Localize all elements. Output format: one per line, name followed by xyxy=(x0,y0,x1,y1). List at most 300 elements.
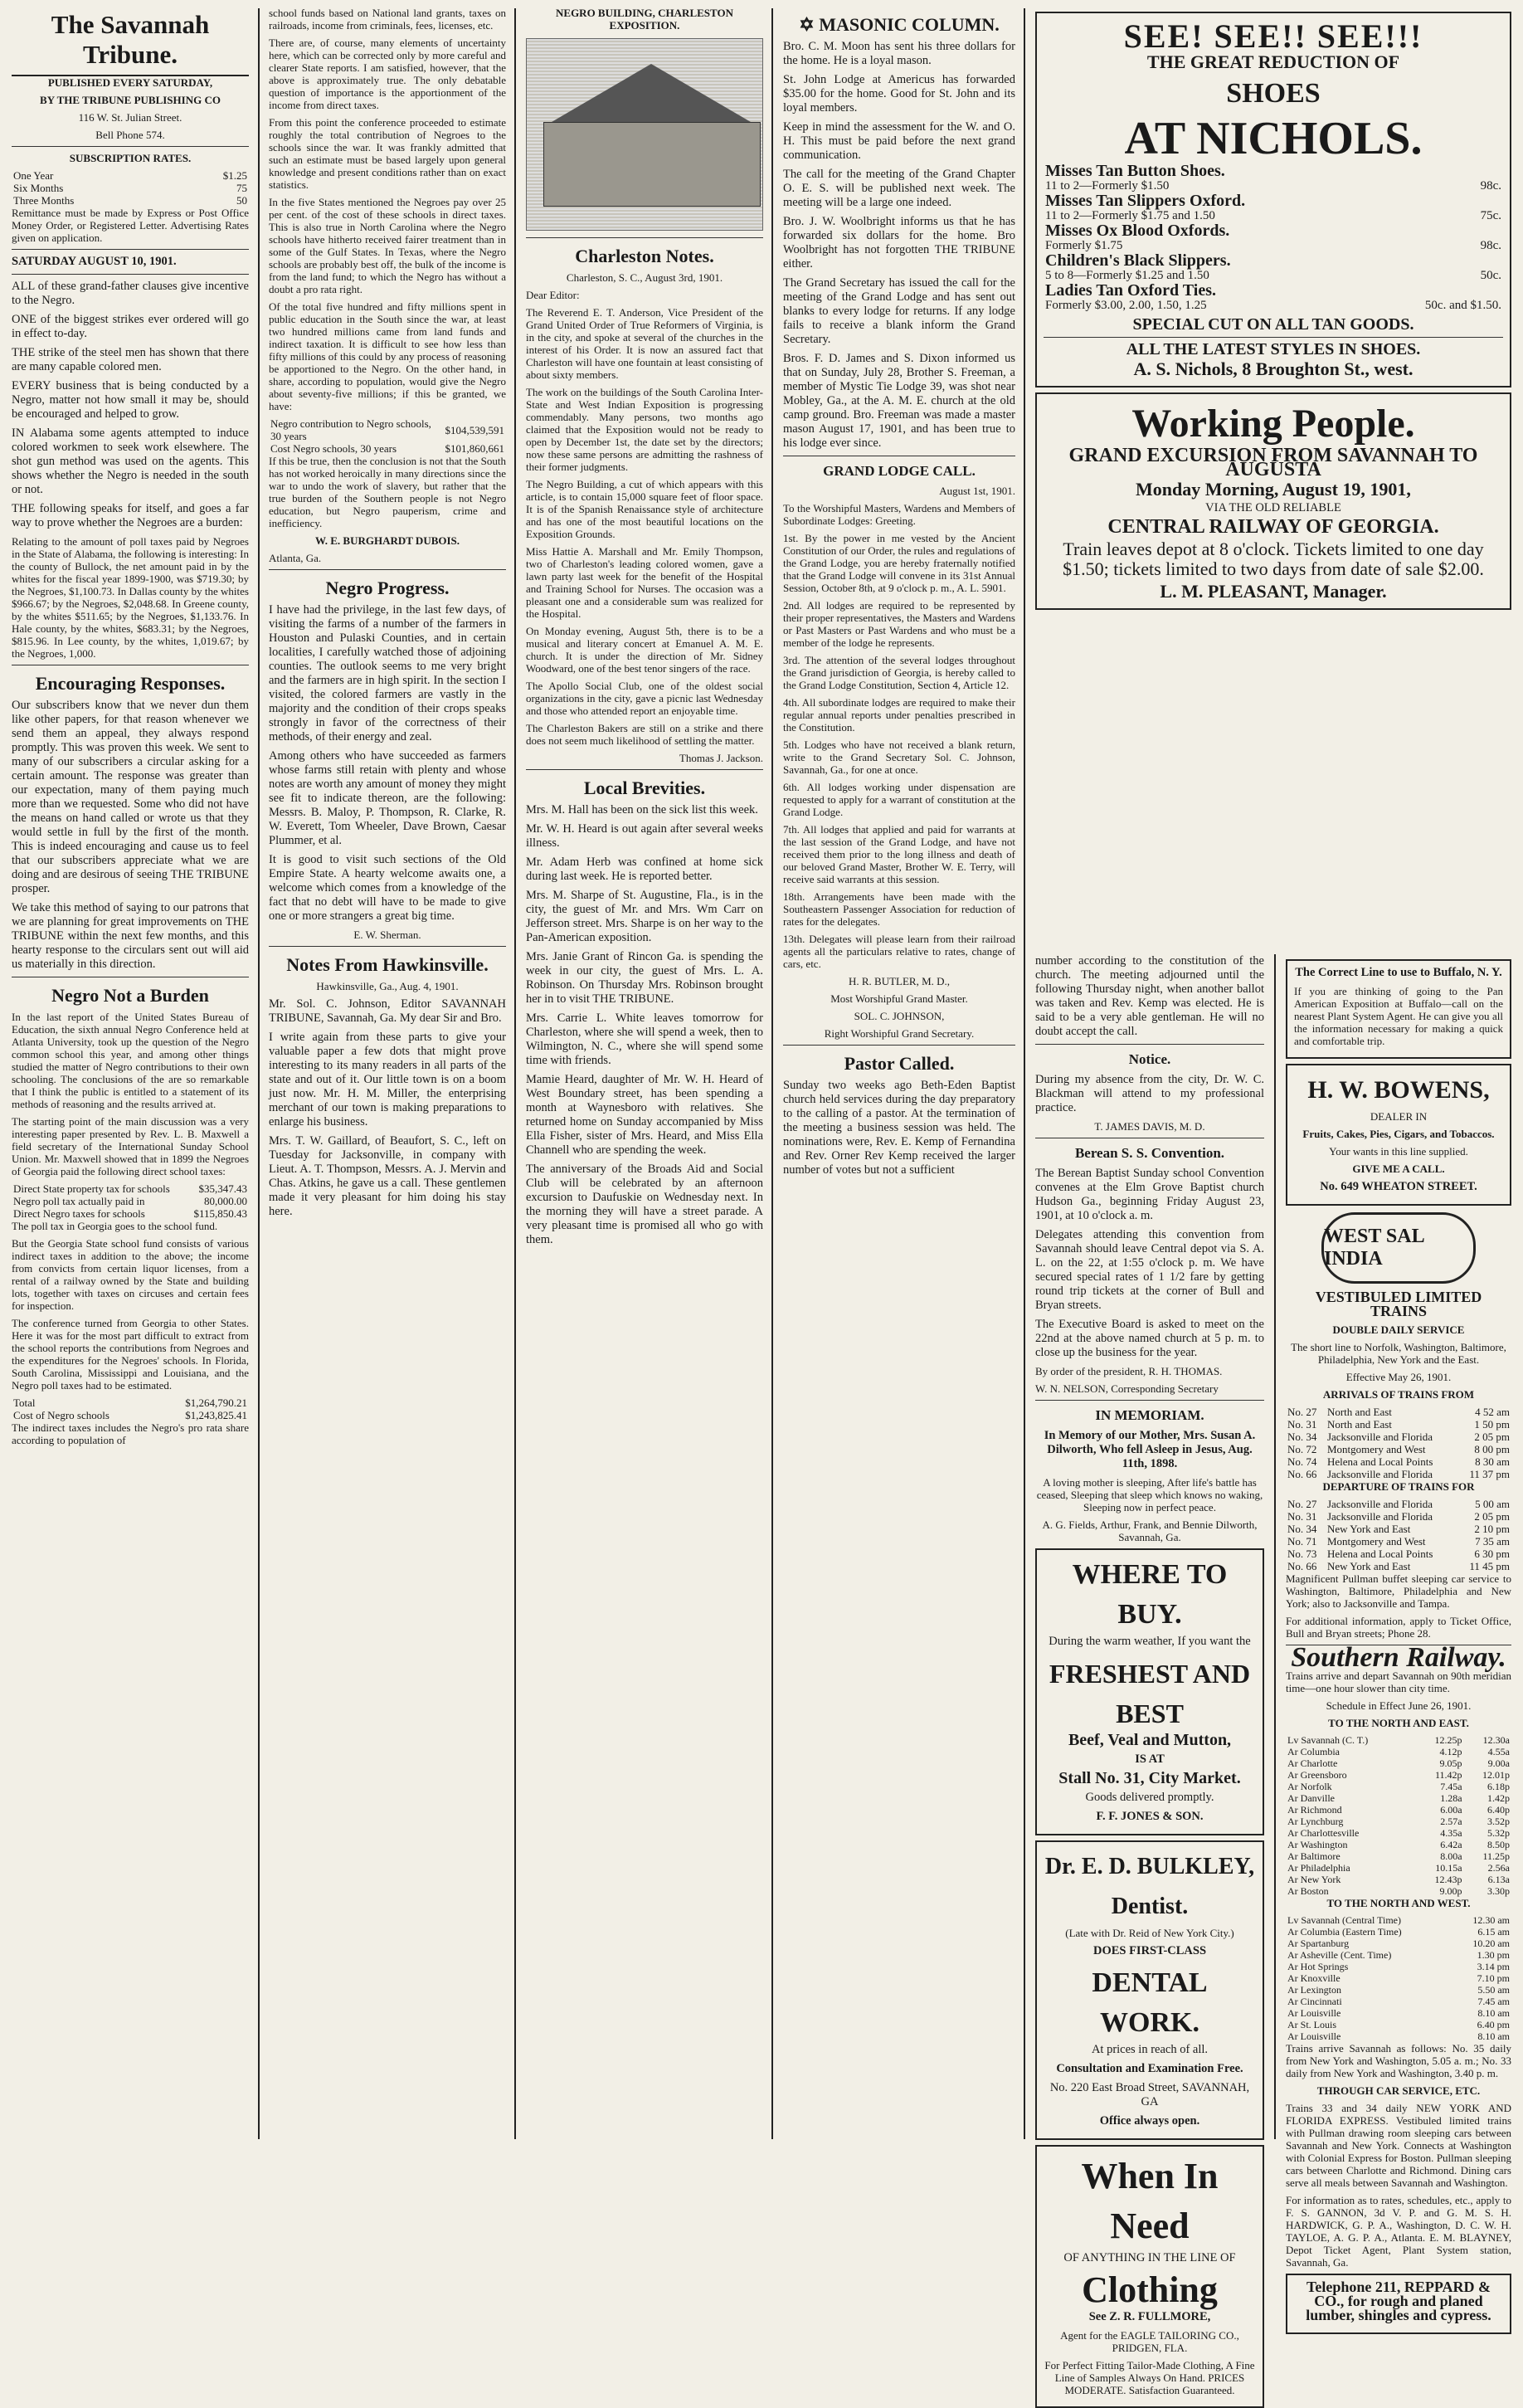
picture-caption: NEGRO BUILDING, CHARLESTON EXPOSITION. xyxy=(556,7,733,32)
article-paragraph: The Apollo Social Club, one of the oldest social organizations in the city, gave a picnic last Wednesday and those who attended report an enjoyable time. xyxy=(526,680,763,717)
train-time: 7 35 am xyxy=(1475,1535,1510,1548)
column-rule xyxy=(258,8,260,2139)
ad-dentist-name: Dr. E. D. BULKLEY, Dentist. xyxy=(1044,1854,1255,1919)
editorial-paragraph: THE strike of the steel men has shown that there are many capable colored men. xyxy=(12,346,249,373)
ad-double: DOUBLE DAILY SERVICE xyxy=(1332,1323,1465,1336)
shoe-item xyxy=(1044,193,1503,208)
time-b: 8.50p xyxy=(1487,1839,1510,1850)
train-place: New York and East xyxy=(1326,1523,1411,1535)
ad-nichols xyxy=(1035,12,1511,388)
northwest-row xyxy=(1286,2019,1511,2030)
time-b: 6.18p xyxy=(1487,1781,1510,1792)
train-place: Montgomery and West xyxy=(1326,1443,1426,1455)
tax-row xyxy=(12,1207,249,1220)
rate-value: 75 xyxy=(236,182,247,194)
shoe-name: Misses Tan Button Shoes. xyxy=(1045,162,1225,180)
train-time: 8 00 pm xyxy=(1474,1443,1510,1455)
north-table xyxy=(1286,1734,1511,1897)
ad-train: Train leaves depot at 8 o'clock. Tickets limited to one day $1.50; tickets limited to two days from date of sale $2.00. xyxy=(1063,539,1484,579)
time-a: 7.10 pm xyxy=(1477,1972,1510,1984)
footnote: The indirect taxes includes the Negro's pro rata share according to population of xyxy=(12,1421,249,1446)
station: Ar Boston xyxy=(1287,1885,1329,1897)
time-b: 3.52p xyxy=(1487,1816,1510,1827)
article-paragraph: If this be true, then the conclusion is not that the South has not worked heroically in many directions since the war to undo the work of slavery, but rather that the true burden of the Southern people is not Negro education, but Negro pauperism, crime and inefficiency. xyxy=(269,455,506,529)
masonic-paragraph: The Grand Secretary has issued the call for the meeting of the Grand Lodge and has sent out blanks to every lodge for returns. If any lodge fails to receive a blank inform the Grand Secretary. xyxy=(783,276,1015,346)
signature: W. E. BURGHARDT DUBOIS. xyxy=(314,534,460,547)
column-2 xyxy=(260,7,514,2141)
ad-telephone: Telephone 211, REPPARD & CO., for rough and planed lumber, shingles and cypress. xyxy=(1306,2279,1491,2323)
north-row xyxy=(1286,1757,1511,1769)
ad-info: For additional information, apply to Ticket Office, Bull and Bryan streets; Phone 28. xyxy=(1286,1615,1511,1640)
station: Ar Knoxville xyxy=(1287,1972,1341,1984)
ad-plant-system xyxy=(1286,959,1511,1059)
ad-southern xyxy=(1286,1642,1511,2269)
ad-through-title: THROUGH CAR SERVICE, ETC. xyxy=(1316,2084,1481,2097)
ad-via: VIA THE OLD RELIABLE xyxy=(1205,501,1341,514)
article-paragraph: In the last report of the United States Bureau of Education, the sixth annual Negro Conference held at Atlanta University, took up the question of the Negro common school this year, and among other things studied the matter of Negro contributions to their own schooling. The conclusions of the are so remarkable that I think the public is entitled to a statement of its methods of reasoning and the results arrived at. xyxy=(12,1011,249,1110)
train-no: No. 71 xyxy=(1287,1535,1317,1548)
train-time: 5 00 am xyxy=(1475,1498,1510,1510)
northwest-row xyxy=(1286,1949,1511,1961)
ad-dentist xyxy=(1035,1840,1264,2140)
northwest-row xyxy=(1286,1914,1511,1926)
masthead: The Savannah Tribune. xyxy=(12,7,249,76)
article-paragraph: Of the total five hundred and fifty millions spent in public education in the South since the war, at least two hundred millions came from land funds and indirect taxation. It is difficult to see how less than fifty millions of this could by any process of reasoning be apportioned to the Negro. On the other hand, in share, according to population, would give the Negro about seventy-five millions; if this be granted, we have: xyxy=(269,300,506,412)
northwest-row xyxy=(1286,1996,1511,2007)
headline-berean: Berean S. S. Convention. xyxy=(1074,1145,1225,1161)
article-paragraph: Mrs. T. W. Gaillard, of Beaufort, S. C., left on Tuesday for Jacksonville, in company with Lieut. A. T. Thompson, Messrs. A. J. Mervin and Chas. Atkins, he gave us a call. These gentlemen made it very pleasant for him doing his stay here. xyxy=(269,1134,506,1218)
north-row xyxy=(1286,1874,1511,1885)
masonic-paragraph: Keep in mind the assessment for the W. and O. H. This must be paid before the next grand communication. xyxy=(783,120,1015,162)
article-paragraph: I write again from these parts to give your valuable paper a few dots that might prove interesting to its many readers in all parts of the state and out of it. Our little town is on a boom just now. Mr. H. M. Miller, the enterprising merchant of our town is making preparations to enlarge his business. xyxy=(269,1031,506,1128)
shoe-name: Misses Tan Slippers Oxford. xyxy=(1045,192,1246,210)
rate-value: 50 xyxy=(236,194,247,207)
rate-row xyxy=(12,182,249,194)
dateline: Hawkinsville, Ga., Aug. 4, 1901. xyxy=(316,980,459,992)
publisher-name: BY THE TRIBUNE PUBLISHING CO xyxy=(40,94,221,106)
shoe-item xyxy=(1044,283,1503,298)
lodge-paragraph: 7th. All lodges that applied and paid for warrants at the last session of the Grand Lodge, and have not received them prior to the long illness and death of our beloved Grand Master, Brother W. E. Terry, will receive said warrants at this session. xyxy=(783,823,1015,885)
masonic-title: MASONIC COLUMN. xyxy=(819,14,1000,35)
north-row xyxy=(1286,1850,1511,1862)
station: Ar Washington xyxy=(1287,1839,1348,1850)
train-place: Jacksonville and Florida xyxy=(1326,1431,1433,1443)
ad-dentist-prices: At prices in reach of all. xyxy=(1091,2043,1209,2056)
ad-need-sub: OF ANYTHING IN THE LINE OF xyxy=(1063,2251,1236,2264)
headline-progress: Negro Progress. xyxy=(325,578,450,598)
headline-burden: Negro Not a Burden xyxy=(51,985,209,1006)
editorial-paragraph: ONE of the biggest strikes ever ordered will go in effect to-day. xyxy=(12,313,249,340)
north-row xyxy=(1286,1781,1511,1792)
station: Ar Cincinnati xyxy=(1287,1996,1342,2007)
ad-agents: For information as to rates, schedules, etc., apply to F. S. GANNON, 3d V. P. and G. M. S. H. HARDWICK, G. P. A., Washington, D. C. W. H. TAYLOE, A. G. P. A., Atlanta. E. M. BLAYNEY, Depot Ticket Agent, Plant System station, Savannah, Ga. xyxy=(1286,2194,1511,2269)
northwest-row xyxy=(1286,1938,1511,1949)
article-paragraph: The work on the buildings of the South Carolina Inter-State and West Indian Exposition is progressing commendably. Many persons, two months ago claimed that the Exposition would not be ready to open by December 1st, the date set by the directors; now these same persons are admitting the rashness of their former judgments. xyxy=(526,386,763,473)
northwest-row xyxy=(1286,1961,1511,1972)
ad-southern-title: Southern Railway. xyxy=(1291,1642,1506,1673)
station: Ar Louisville xyxy=(1287,2030,1341,2042)
station: Ar St. Louis xyxy=(1287,2019,1337,2030)
ad-arrivals-title: ARRIVALS OF TRAINS FROM xyxy=(1322,1388,1475,1401)
arrival-row xyxy=(1286,1468,1511,1480)
train-place: Jacksonville and Florida xyxy=(1326,1510,1433,1523)
ad-give: GIVE ME A CALL. xyxy=(1352,1163,1445,1175)
station: Ar Charlottesville xyxy=(1287,1827,1360,1839)
ad-buffalo: The Correct Line to use to Buffalo, N. Y. xyxy=(1295,966,1502,979)
ad-reppard xyxy=(1286,2274,1511,2334)
contribution-value: $101,860,661 xyxy=(445,442,504,455)
rate-row xyxy=(12,169,249,182)
shoe-item xyxy=(1044,163,1503,178)
total-table xyxy=(12,1397,249,1421)
train-place: Jacksonville and Florida xyxy=(1326,1468,1433,1480)
time-a: 6.42a xyxy=(1440,1839,1462,1850)
time-a: 9.00p xyxy=(1439,1885,1462,1897)
departure-row xyxy=(1286,1510,1511,1523)
departure-row xyxy=(1286,1523,1511,1535)
time-a: 3.14 pm xyxy=(1477,1961,1510,1972)
signature: W. N. NELSON, Corresponding Secretary xyxy=(1035,1382,1219,1395)
lodge-paragraph: 13th. Delegates will please learn from their railroad agents all the particulars relative to rates, change of cars, etc. xyxy=(783,933,1015,970)
train-time: 2 05 pm xyxy=(1474,1510,1510,1523)
departure-row xyxy=(1286,1548,1511,1560)
signature-title: Right Worshipful Grand Secretary. xyxy=(824,1027,975,1040)
brevity-item: Mr. Adam Herb was confined at home sick during last week. He is reported better. xyxy=(526,855,763,883)
lodge-paragraph: 2nd. All lodges are required to be represented by their proper representatives, the Masters and Wardens or Past Masters or Past Wardens and who must be a member of the lodge he represents. xyxy=(783,599,1015,649)
time-b: 3.30p xyxy=(1487,1885,1510,1897)
headline-encouraging: Encouraging Responses. xyxy=(35,673,226,694)
ad-beef: Beef, Veal and Mutton, xyxy=(1068,1731,1232,1749)
lodge-paragraph: 4th. All subordinate lodges are required to make their regular annual reports under penalties prescribed in the Constitution. xyxy=(783,696,1015,734)
station: Ar Baltimore xyxy=(1287,1850,1341,1862)
time-b: 12.01p xyxy=(1482,1769,1510,1781)
signature-title: Most Worshipful Grand Master. xyxy=(830,992,968,1005)
tax-value: 80,000.00 xyxy=(204,1195,247,1207)
time-a: 9.05p xyxy=(1439,1757,1462,1769)
ad-fullmore-text: For Perfect Fitting Tailor-Made Clothing, A Fine Line of Samples Always On Hand. PRICES MODERATE. Satisfaction Guaranteed. xyxy=(1044,2359,1255,2396)
brevity-item: Mrs. M. Sharpe of St. Augustine, Fla., is in the city, the guest of Mr. and Mrs. Wm Carr on Jefferson street. Mrs. Sharpe is on her way to the Pan-American exposition. xyxy=(526,889,763,944)
lodge-paragraph: 3rd. The attention of the several lodges throughout the Grand jurisdiction of Georgia, is hereby called to the Grand Lodge Constitution, Section 4, Article 12. xyxy=(783,654,1015,691)
column-5 xyxy=(1027,954,1272,2396)
memoriam-signers: A. G. Fields, Arthur, Frank, and Bennie Dilworth, Savannah, Ga. xyxy=(1042,1518,1258,1543)
article-paragraph: But the Georgia State school fund consists of various indirect taxes in addition to the above; the income from convicts from certain liquor licenses, from a rental of a railway owned by the State and building lots, together with taxes on circuses and certain fees for inspection. xyxy=(12,1237,249,1312)
arrival-row xyxy=(1286,1443,1511,1455)
masonic-paragraph: The call for the meeting of the Grand Chapter O. E. S. will be published next week. The meeting will be a large one indeed. xyxy=(783,168,1015,209)
ad-northwest-title: TO THE NORTH AND WEST. xyxy=(1326,1897,1471,1909)
issue-date: SATURDAY AUGUST 10, 1901. xyxy=(12,255,177,268)
masonic-paragraph: Bro. C. M. Moon has sent his three dollars for the home. He is a loyal mason. xyxy=(783,40,1015,67)
signature: Thomas J. Jackson. xyxy=(679,752,763,764)
arrival-row xyxy=(1286,1455,1511,1468)
ad-bowens-name: H. W. BOWENS, xyxy=(1307,1076,1490,1104)
time-a: 7.45 am xyxy=(1477,1996,1510,2007)
north-row xyxy=(1286,1804,1511,1816)
tax-row xyxy=(12,1182,249,1195)
contribution-label: Negro contribution to Negro schools, 30 years xyxy=(270,417,431,442)
ad-excursion-title: GRAND EXCURSION FROM SAVANNAH TO AUGUSTA xyxy=(1068,445,1478,480)
ad-is-at: IS AT xyxy=(1135,1752,1165,1766)
time-a: 12.25p xyxy=(1434,1734,1462,1746)
ad-monday: Monday Morning, August 19, 1901, xyxy=(1136,479,1411,500)
ad-fruits-sub: Your wants in this line supplied. xyxy=(1329,1145,1468,1158)
northwest-row xyxy=(1286,1984,1511,1996)
ad-vestibuled: VESTIBULED LIMITED TRAINS xyxy=(1315,1289,1482,1319)
headline-hawkinsville: Notes From Hawkinsville. xyxy=(286,954,489,975)
train-place: Helena and Local Points xyxy=(1326,1548,1433,1560)
northwest-row xyxy=(1286,2030,1511,2042)
ad-fullmore: See Z. R. FULLMORE, xyxy=(1088,2310,1211,2323)
ad-need: When In Need xyxy=(1081,2156,1219,2246)
time-b: 11.25p xyxy=(1482,1850,1510,1862)
shoe-detail: 5 to 8—Formerly $1.25 and 1.50 xyxy=(1045,269,1209,282)
article-paragraph: The Executive Board is asked to meet on the 22nd at the above named church at 5 p. m. to close up the business for the year. xyxy=(1035,1318,1264,1359)
shoe-item xyxy=(1044,253,1503,268)
editorial-paragraph: THE following speaks for itself, and goes a far way to prove whether the Negroes are a burden: xyxy=(12,502,249,529)
time-b: 2.56a xyxy=(1487,1862,1510,1874)
ad-clothing xyxy=(1035,2145,1264,2408)
train-no: No. 34 xyxy=(1287,1431,1317,1443)
time-a: 5.50 am xyxy=(1477,1984,1510,1996)
contribution-row xyxy=(269,442,506,455)
signature: E. W. Sherman. xyxy=(353,929,421,941)
total-value: $1,264,790.21 xyxy=(185,1397,247,1409)
train-time: 11 37 pm xyxy=(1469,1468,1510,1480)
departures-table xyxy=(1286,1498,1511,1572)
tax-label: Direct Negro taxes for schools xyxy=(13,1207,145,1220)
article-paragraph: There are, of course, many elements of uncertainty here, which can be corrected only by more careful and clearer State reports. I am satisfied, however, that the above is approximately true. The only debatable question of importance is the apportionment of the income from direct taxes. xyxy=(269,37,506,111)
north-row xyxy=(1286,1746,1511,1757)
arrival-row xyxy=(1286,1406,1511,1418)
dateline: Charleston, S. C., August 3rd, 1901. xyxy=(566,271,723,284)
article-paragraph: Miss Hattie A. Marshall and Mr. Emily Thompson, two of Charleston's leading colored women, gave a lawn party last week for the benefit of the Hospital and Training School for Nurses. The occasion was a pleasant one and a considerable sum was realized for the Hospital. xyxy=(526,545,763,620)
lodge-paragraph: To the Worshipful Masters, Wardens and Members of Subordinate Lodges: Greeting. xyxy=(783,502,1015,527)
tax-label: Negro poll tax actually paid in xyxy=(13,1195,145,1207)
shoe-name: Children's Black Slippers. xyxy=(1045,251,1231,270)
north-row xyxy=(1286,1769,1511,1781)
shoe-detail: 11 to 2—Formerly $1.50 xyxy=(1045,179,1170,193)
time-a: 6.00a xyxy=(1440,1804,1462,1816)
train-no: No. 27 xyxy=(1287,1498,1317,1510)
time-a: 4.12p xyxy=(1439,1746,1462,1757)
article-paragraph: On Monday evening, August 5th, there is to be a musical and literary concert at Emanuel A. M. E. church. It is under the direction of Mr. Sidney Woodward, one of the best tenor singers of the race. xyxy=(526,625,763,675)
northwest-table xyxy=(1286,1914,1511,2042)
brevity-item: Mrs. M. Hall has been on the sick list this week. xyxy=(526,803,758,816)
ad-short: The short line to Norfolk, Washington, Baltimore, Philadelphia, New York and the East. xyxy=(1291,1341,1506,1366)
total-row xyxy=(12,1409,249,1421)
train-place: North and East xyxy=(1326,1418,1392,1431)
ad-southern-effective: Schedule in Effect June 26, 1901. xyxy=(1326,1699,1472,1712)
signature: H. R. BUTLER, M. D., xyxy=(848,975,951,987)
station: Ar Richmond xyxy=(1287,1804,1342,1816)
shoe-detail: Formerly $3.00, 2.00, 1.50, 1.25 xyxy=(1045,299,1207,312)
ad-dentist-open: Office always open. xyxy=(1099,2114,1200,2128)
dateline: August 1st, 1901. xyxy=(939,485,1015,497)
tax-table xyxy=(12,1182,249,1220)
shoe-price: 75c. xyxy=(1480,209,1501,222)
ad-pullman: Magnificent Pullman buffet sleeping car service to Washington, Baltimore, Philadelphia and New York; also to Jacksonville and Tampa. xyxy=(1286,1572,1511,1610)
subscription-rates xyxy=(12,169,249,207)
station: Ar Asheville (Cent. Time) xyxy=(1287,1949,1392,1961)
train-no: No. 66 xyxy=(1287,1468,1317,1480)
headline-memoriam: IN MEMORIAM. xyxy=(1095,1407,1204,1423)
ad-north-title: TO THE NORTH AND EAST. xyxy=(1328,1717,1469,1729)
lodge-paragraph: 5th. Lodges who have not received a blank return, write to the Grand Secretary Sol. C. Johnson, Savannah, Ga., for one at once. xyxy=(783,738,1015,776)
ad-nichols-address: A. S. Nichols, 8 Broughton St., west. xyxy=(1133,358,1414,379)
ad-seaboard xyxy=(1286,1212,1511,1640)
total-value: $1,243,825.41 xyxy=(185,1409,247,1421)
brevity-item: Mrs. Janie Grant of Rincon Ga. is spending the week in our city, the guest of Mrs. L. A. Robinson. On Thursday Mrs. Robinson brought her in to visit THE TRIBUNE. xyxy=(526,950,763,1006)
arrival-row xyxy=(1286,1431,1511,1443)
column-rule xyxy=(771,8,773,2139)
headline-charleston: Charleston Notes. xyxy=(575,246,714,266)
column-1 xyxy=(3,7,257,2141)
article-paragraph: The Reverend E. T. Anderson, Vice President of the Grand United Order of True Reformers of Virginia, is in the city, and spoke at several of the churches in the interest of his Order. It is now an assured fact that Charleston will have one fountain at least consisting of about sixty members. xyxy=(526,306,763,381)
ad-working: Working People. xyxy=(1131,402,1415,446)
train-place: Montgomery and West xyxy=(1326,1535,1426,1548)
ad-through-text: Trains 33 and 34 daily NEW YORK AND FLORIDA EXPRESS. Vestibuled limited trains with Pullman drawing room sleeping cars between Savannah and New York. Connects at Washington with Colonial Express for Boston. Pullman sleeping cars between Charlotte and Richmond. Dining cars serve all meals between Savannah and Washington. xyxy=(1286,2102,1511,2189)
total-row xyxy=(12,1397,249,1409)
ad-fruits: Fruits, Cakes, Pies, Cigars, and Tobaccos. xyxy=(1302,1128,1495,1140)
total-label: Total xyxy=(13,1397,36,1409)
ad-effective: Effective May 26, 1901. xyxy=(1345,1371,1452,1383)
contribution-label: Cost Negro schools, 30 years xyxy=(270,442,397,455)
ad-pleasant: L. M. PLEASANT, Manager. xyxy=(1160,581,1387,602)
seaboard-logo: WEST SAL INDIA xyxy=(1321,1212,1476,1284)
ad-fullmore-agent: Agent for the EAGLE TAILORING CO., PRIDGEN, FLA. xyxy=(1060,2329,1239,2354)
ad-buffalo-text: If you are thinking of going to the Pan American Exposition at Buffalo—call on the nearest Plant System Agent. He can give you all the information necessary for making a quick and comfortable trip. xyxy=(1294,985,1503,1047)
train-no: No. 66 xyxy=(1287,1560,1317,1572)
ad-excursion xyxy=(1035,392,1511,610)
time-a: 10.20 am xyxy=(1472,1938,1510,1949)
ad-latest: ALL THE LATEST STYLES IN SHOES. xyxy=(1126,340,1421,358)
signature-place: Atlanta, Ga. xyxy=(269,552,322,564)
tax-label: Direct State property tax for schools xyxy=(13,1182,170,1195)
train-time: 11 45 pm xyxy=(1469,1560,1510,1572)
article-paragraph: The starting point of the main discussion was a very interesting paper presented by Rev. L. B. Maxwell a field secretary of the International Sunday School Union. Mr. Maxwell showed that in 1899 the Negroes of Georgia paid the following direct school taxes: xyxy=(12,1115,249,1177)
column-rule xyxy=(1024,8,1025,2139)
time-b: 1.42p xyxy=(1487,1792,1510,1804)
station: Ar New York xyxy=(1287,1874,1341,1885)
remittance-note: Remittance must be made by Express or Post Office Money Order, or Registered Letter. Advertising Rates given on application. xyxy=(12,207,249,244)
train-place: North and East xyxy=(1326,1406,1392,1418)
tax-row xyxy=(12,1195,249,1207)
ad-fresh: FRESHEST AND BEST xyxy=(1049,1659,1251,1728)
shoe-price: 50c. xyxy=(1480,269,1501,282)
station: Ar Charlotte xyxy=(1287,1757,1338,1769)
station: Ar Greensboro xyxy=(1287,1769,1347,1781)
station: Ar Louisville xyxy=(1287,2007,1341,2019)
salutation: Dear Editor: xyxy=(526,289,580,301)
train-no: No. 74 xyxy=(1287,1455,1317,1468)
ad-where-sub: During the warm weather, If you want the xyxy=(1049,1635,1251,1648)
train-time: 1 50 pm xyxy=(1474,1418,1510,1431)
station: Ar Lexington xyxy=(1287,1984,1341,1996)
rate-label: Three Months xyxy=(13,194,75,207)
headline-notice: Notice. xyxy=(1128,1051,1171,1067)
ad-dentist-late: (Late with Dr. Reid of New York City.) xyxy=(1065,1927,1234,1939)
ad-dental-work: DENTAL WORK. xyxy=(1092,1967,1208,2038)
rates-title: SUBSCRIPTION RATES. xyxy=(69,152,192,164)
rate-row xyxy=(12,194,249,207)
time-a: 2.57a xyxy=(1440,1816,1462,1827)
station: Ar Norfolk xyxy=(1287,1781,1332,1792)
article-paragraph: Our subscribers know that we never dun them like other papers, for that reason whenever we send them an appeal, they always respond promptly. This was proven this week. We sent to many of our subscribers a circular asking for a certain amount. The response was greater than our expectation, many of them paying much more than we requested. Some who did not have the means on hand called or wrote us that they would settle in full by the first of the month. This is indeed encouraging and cause us to feel that our subscribers appreciate what we are doing and are desirous of seeing THE TRIBUNE prosper. xyxy=(12,699,249,895)
station: Ar Lynchburg xyxy=(1287,1816,1344,1827)
signature: By order of the president, R. H. THOMAS. xyxy=(1035,1365,1223,1377)
arrival-row xyxy=(1286,1418,1511,1431)
article-paragraph: The conference turned from Georgia to other States. Here it was for the most part difficult to extract from the school reports the contributions from Negroes and the expenditures for the Negroes' schools. In Florida, South Carolina, Mississippi and Louisiana, and the Negro poll taxes had to be estimated. xyxy=(12,1317,249,1392)
negro-building-picture xyxy=(526,38,763,231)
north-row xyxy=(1286,1827,1511,1839)
ad-shoes: SHOES xyxy=(1226,78,1321,109)
north-row xyxy=(1286,1816,1511,1827)
train-time: 2 05 pm xyxy=(1474,1431,1510,1443)
time-b: 6.40p xyxy=(1487,1804,1510,1816)
phone: Bell Phone 574. xyxy=(95,129,165,141)
article-paragraph: We take this method of saying to our patrons that we are planning for great improvements on THE TRIBUNE within the next few months, and this hearty response to the circulars sent out will aid us materially in this direction. xyxy=(12,901,249,971)
article-paragraph: The Berean Baptist Sunday school Convention convenes at the Elm Grove Baptist church Hudson Ga., beginning Friday August 23, 1901, at 10 o'clock a. m. xyxy=(1035,1167,1264,1222)
ad-at-nichols: AT NICHOLS. xyxy=(1124,113,1423,164)
station: Ar Columbia xyxy=(1287,1746,1340,1757)
ad-special: SPECIAL CUT ON ALL TAN GOODS. xyxy=(1132,315,1414,334)
ad-southern-note: Trains arrive and depart Savannah on 90th meridian time—one hour slower than city time. xyxy=(1286,1670,1511,1694)
north-row xyxy=(1286,1734,1511,1746)
time-a: 6.40 pm xyxy=(1477,2019,1510,2030)
ad-dentist-address: No. 220 East Broad Street, SAVANNAH, GA xyxy=(1049,2081,1250,2108)
time-b: 6.13a xyxy=(1487,1874,1510,1885)
shoe-name: Ladies Tan Oxford Ties. xyxy=(1045,281,1216,300)
article-paragraph: Mr. Sol. C. Johnson, Editor SAVANNAH TRIBUNE, Savannah, Ga. My dear Sir and Bro. xyxy=(269,997,506,1025)
shoe-name: Misses Ox Blood Oxfords. xyxy=(1045,222,1230,240)
editorial-paragraph: EVERY business that is being conducted by a Negro, matter not how small it may be, should be encouraged and helped to grow. xyxy=(12,379,249,421)
square-compass-icon: ✡ xyxy=(799,14,815,35)
north-row xyxy=(1286,1792,1511,1804)
article-paragraph: In the five States mentioned the Negroes pay over 25 per cent. of the cost of these schools in direct taxes. This is also true in North Carolina where the Negro schools have hitherto received fairer treatment than in some of the Gulf States. In Texas, where the Negro schools are probably best off, the bulk of the income is from the land fund; to which the Negro has without a doubt a pro rata right. xyxy=(269,196,506,295)
ad-stall: Stall No. 31, City Market. xyxy=(1058,1769,1241,1787)
shoe-price: 50c. and $1.50. xyxy=(1424,299,1501,312)
tax-value: $115,850.43 xyxy=(193,1207,247,1220)
station: Lv Savannah (C. T.) xyxy=(1287,1734,1369,1746)
masonic-paragraph: Bro. J. W. Woolbright informs us that he has forwarded six dollars for the home. Bro Woolbright has not forgotten THE TRIBUNE either. xyxy=(783,215,1015,271)
headline-brevities: Local Brevities. xyxy=(583,777,706,798)
ad-trains-arrive: Trains arrive Savannah as follows: No. 35 daily from New York and Washington, 5.05 a. m.; No. 33 daily from New York and Washington, 3.40 p. m. xyxy=(1286,2042,1511,2079)
time-a: 8.10 am xyxy=(1477,2007,1510,2019)
north-row xyxy=(1286,1885,1511,1897)
ad-jones-name: F. F. JONES & SON. xyxy=(1096,1810,1204,1823)
column-rule xyxy=(514,8,516,2139)
ad-bowens xyxy=(1286,1064,1511,1206)
train-no: No. 31 xyxy=(1287,1418,1317,1431)
time-a: 1.28a xyxy=(1440,1792,1462,1804)
brevity-item: Mamie Heard, daughter of Mr. W. H. Heard of West Boundary street, has been spending a month at Waynesboro with relatives. She returned home on Sunday accompanied by Miss Ella Fisher, sister of Mrs. Heard, and Miss Ella Channell who are spending the week. xyxy=(526,1073,763,1157)
masonic-paragraph: St. John Lodge at Americus has forwarded $35.00 for the home. Good for St. John and its loyal members. xyxy=(783,73,1015,115)
total-label: Cost of Negro schools xyxy=(13,1409,109,1421)
memoriam-verse: A loving mother is sleeping, After life's battle has ceased, Sleeping that sleep which knows no waking, Sleeping now in perfect peace. xyxy=(1036,1476,1263,1514)
train-no: No. 31 xyxy=(1287,1510,1317,1523)
time-a: 4.35a xyxy=(1440,1827,1462,1839)
northwest-row xyxy=(1286,1972,1511,1984)
station: Ar Philadelphia xyxy=(1287,1862,1350,1874)
ad-departure-title: DEPARTURE OF TRAINS FOR xyxy=(1322,1480,1475,1493)
time-a: 1.30 pm xyxy=(1477,1949,1510,1961)
ad-goods: Goods delivered promptly. xyxy=(1085,1791,1214,1804)
lodge-paragraph: 18th. Arrangements have been made with the Southeastern Passenger Association for reduction of rates for the delegates. xyxy=(783,890,1015,928)
ad-see: SEE! SEE!! SEE!!! xyxy=(1123,17,1423,55)
shoe-price: 98c. xyxy=(1480,179,1501,193)
ad-dentist-does: DOES FIRST-CLASS xyxy=(1092,1944,1207,1957)
train-no: No. 73 xyxy=(1287,1548,1317,1560)
contribution-table xyxy=(269,417,506,455)
